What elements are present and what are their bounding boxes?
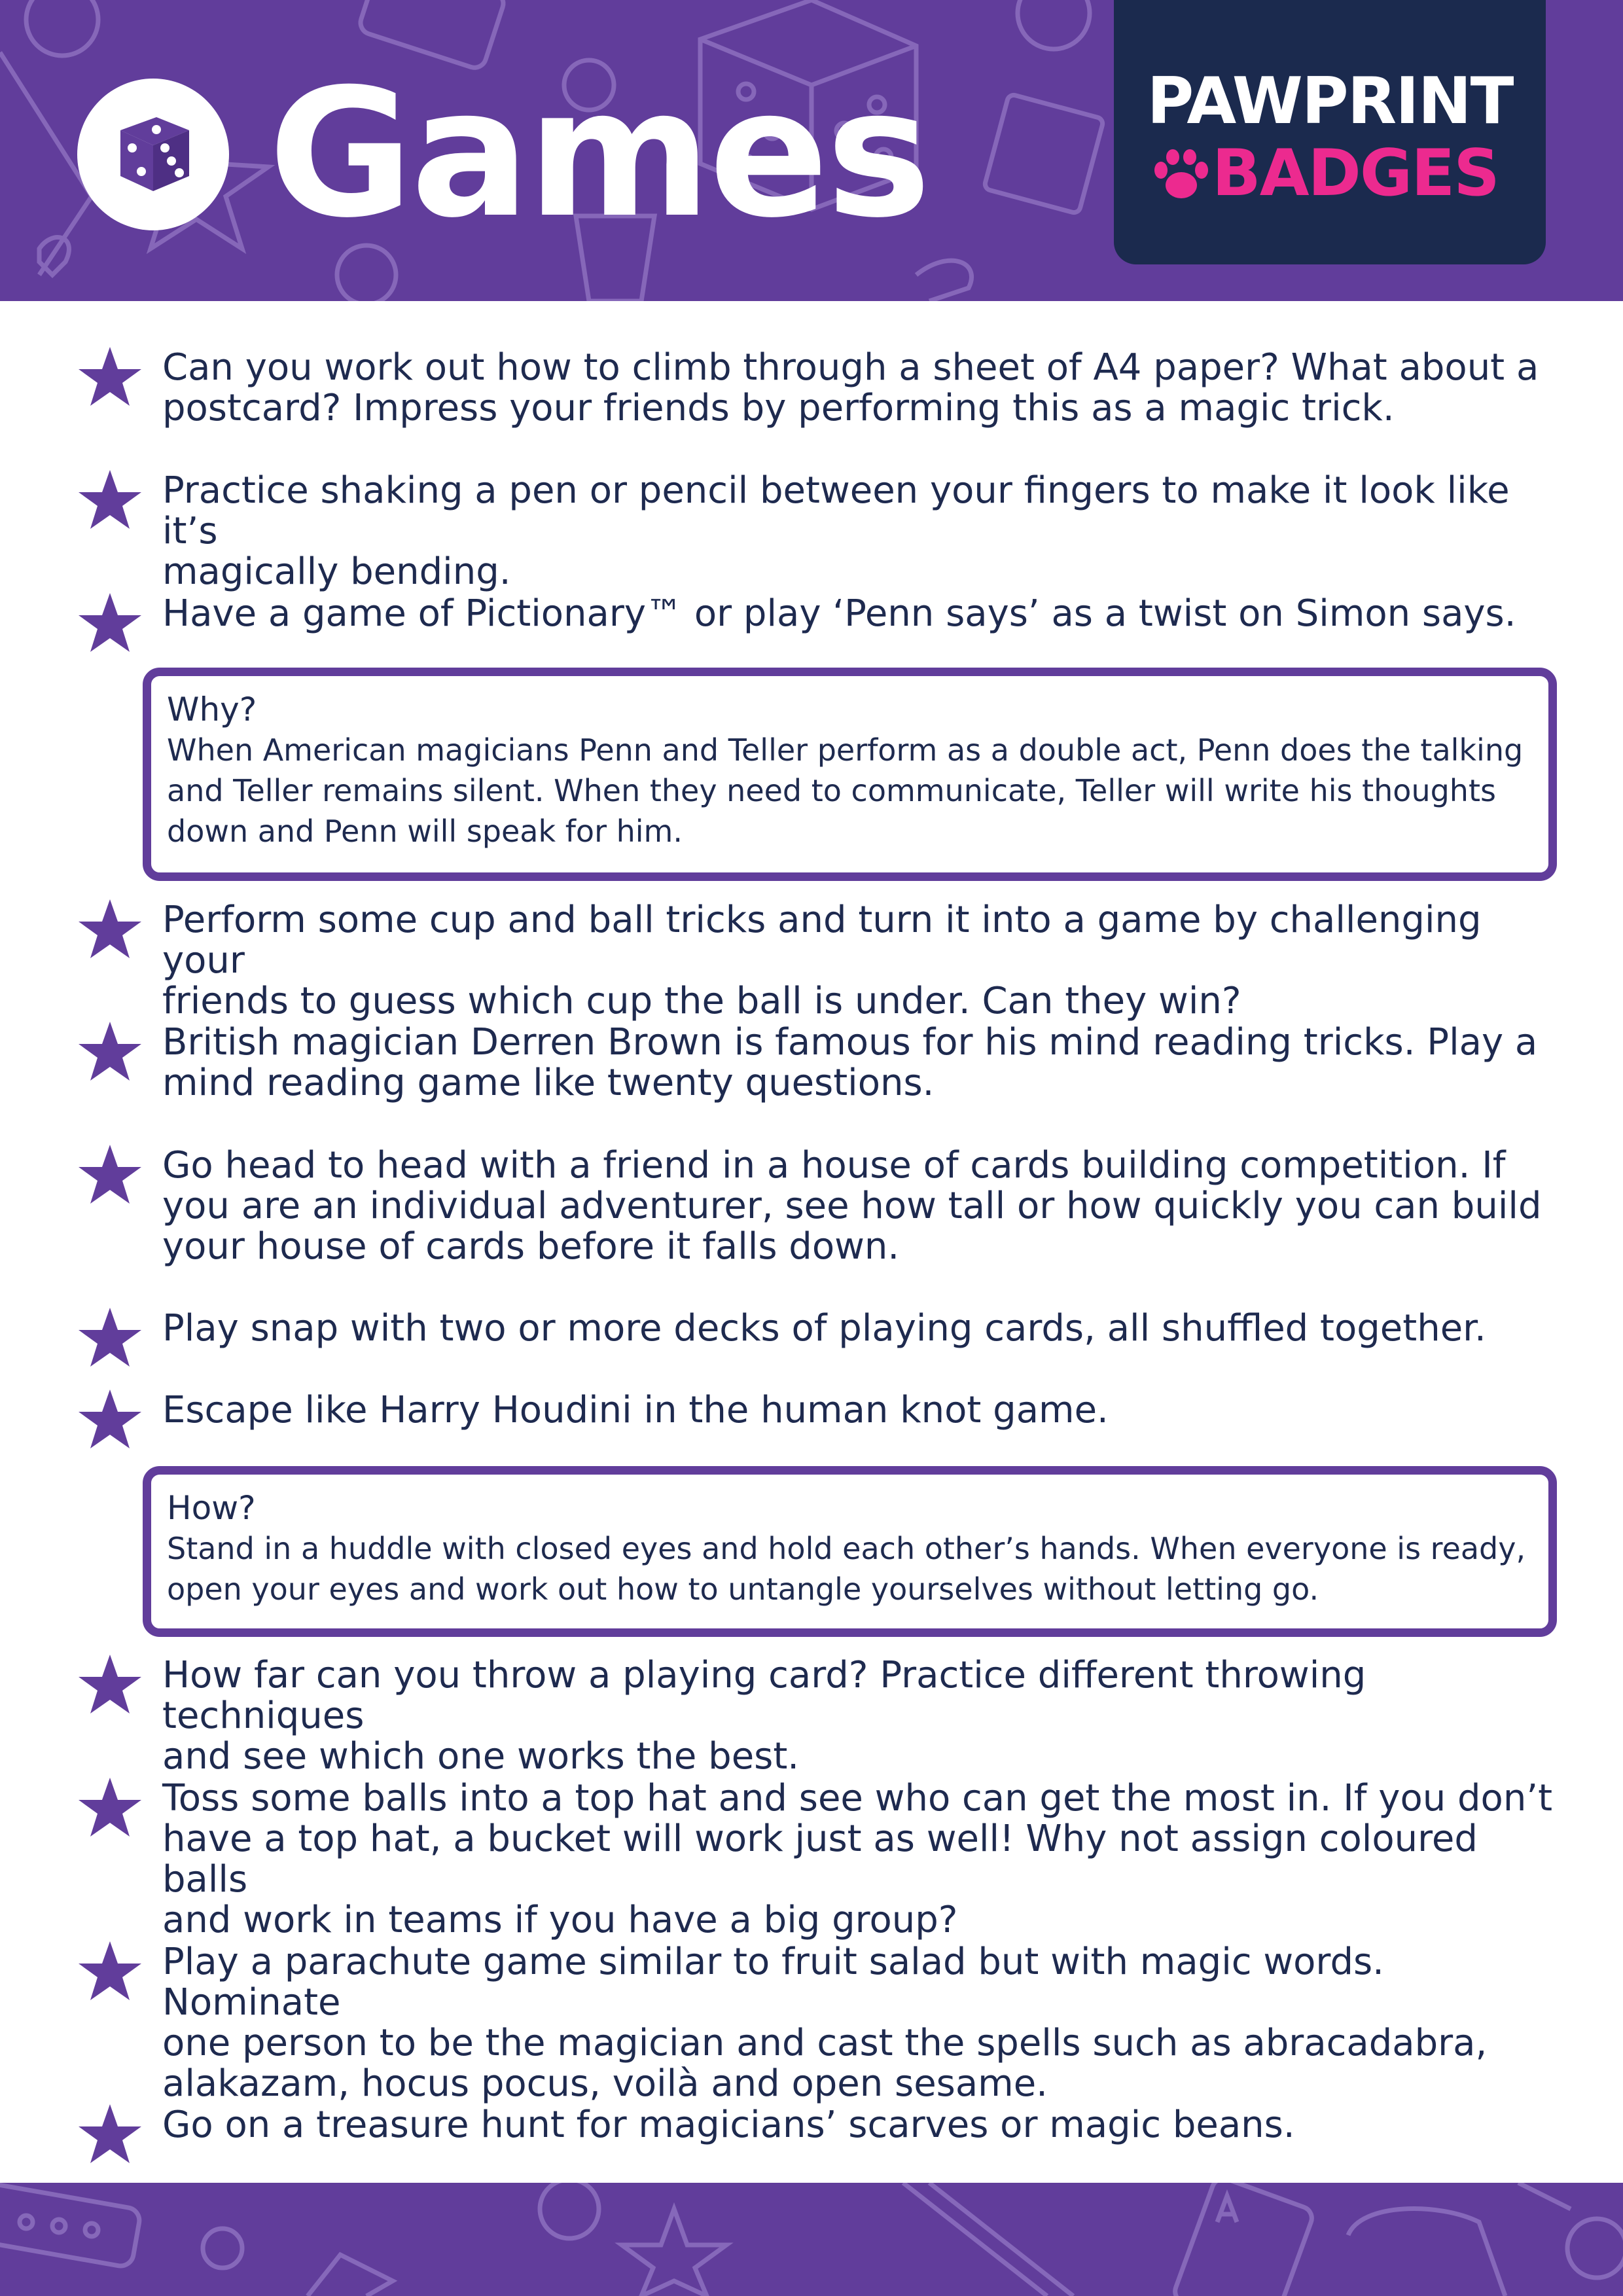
item-text: Can you work out how to climb through a sheet of A4 paper? What about a postcard? Impress your friends by performing this as a magic trick.: [162, 346, 1539, 429]
star-icon: [77, 1022, 143, 1084]
logo-text-badges: BADGES: [1212, 136, 1499, 211]
star-icon: [77, 1308, 143, 1370]
item-text: British magician Derren Brown is famous for his mind reading tricks. Play a mind reading game like twenty questions.: [162, 1021, 1538, 1104]
item-text: Perform some cup and ball tricks and turn it into a game by challenging your friends to guess which cup the ball is under. Can they win?: [162, 899, 1482, 1022]
item-text: Practice shaking a pen or pencil between your fingers to make it look like it’s magically bending.: [162, 469, 1510, 593]
star-icon: [77, 1145, 143, 1207]
star-icon: [77, 347, 143, 409]
note-body: When American magicians Penn and Teller perform as a double act, Penn does the talking and Teller remains silent. When they need to communicate, Teller will write his thoughts down and Penn will speak for him.: [167, 732, 1524, 849]
star-icon: [77, 1655, 143, 1717]
footer-banner: [0, 2183, 1623, 2296]
item-text: Go head to head with a friend in a house of cards building competition. If you are an individual adventurer, see how tall or how quickly you can build your house of cards before it falls down.: [162, 1144, 1542, 1268]
star-icon: [77, 2104, 143, 2166]
header-banner: [0, 0, 1623, 301]
item-text: Play a parachute game similar to fruit salad but with magic words. Nominate one person to be the magician and cast the spells such as abracadabra, alakazam, hocus pocus, voilà and open sesame.: [162, 1941, 1488, 2105]
why-info-box: [143, 668, 1557, 881]
star-icon: [77, 899, 143, 961]
note-title: Why?: [167, 691, 257, 728]
star-icon: [77, 1390, 143, 1452]
note-title: How?: [167, 1489, 256, 1527]
item-text: Have a game of Pictionary™ or play ‘Penn says’ as a twist on Simon says.: [162, 592, 1516, 635]
games-pattern-background: [0, 2183, 1623, 2296]
item-text: Escape like Harry Houdini in the human knot game.: [162, 1389, 1109, 1431]
logo-text-pawprint: PAWPRINT: [1147, 64, 1513, 139]
how-info-box: [143, 1466, 1557, 1637]
paw-print-icon: [1152, 149, 1211, 202]
note-body: Stand in a huddle with closed eyes and hold each other’s hands. When everyone is ready, open your eyes and work out how to untangle yourselves without letting go.: [167, 1531, 1526, 1607]
star-icon: [77, 593, 143, 655]
dice-icon: [77, 79, 229, 230]
star-icon: [77, 1941, 143, 2003]
item-text: How far can you throw a playing card? Practice different throwing techniques and see which one works the best.: [162, 1654, 1366, 1778]
item-text: Toss some balls into a top hat and see who can get the most in. If you don’t have a top hat, a bucket will work just as well! Why not assign coloured balls and work in teams if you have a big group?: [162, 1777, 1553, 1941]
item-text: Play snap with two or more decks of playing cards, all shuffled together.: [162, 1307, 1486, 1350]
page-title: Games: [268, 50, 929, 257]
pawprint-badges-logo: [1114, 0, 1546, 264]
star-icon: [77, 470, 143, 532]
star-icon: [77, 1778, 143, 1840]
item-text: Go on a treasure hunt for magicians’ scarves or magic beans.: [162, 2104, 1295, 2146]
